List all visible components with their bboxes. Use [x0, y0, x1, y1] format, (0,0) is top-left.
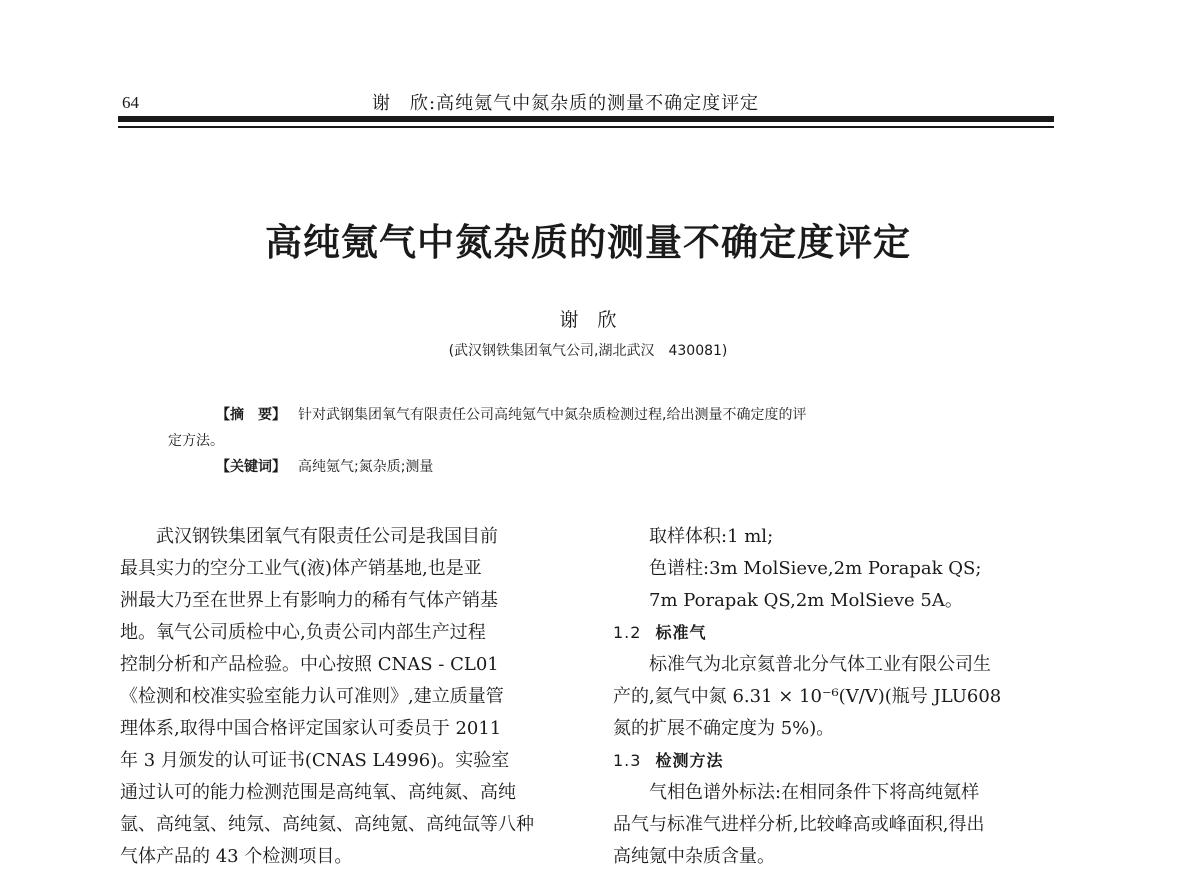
body-line: 年 3 月颁发的认可证书(CNAS L4996)。实验室 — [120, 750, 510, 771]
body-line: 标准气为北京氦普北分气体工业有限公司生 — [649, 654, 991, 675]
body-line: 气相色谱外标法:在相同条件下将高纯氪样 — [649, 782, 980, 803]
section-heading-1-3 — [613, 745, 1058, 777]
abstract-text-2: 定方法。 — [168, 433, 224, 449]
body-line: 理体系,取得中国合格评定国家认可委员于 2011 — [120, 718, 502, 739]
column-line-2: 7m Porapak QS,2m MolSieve 5A。 — [649, 590, 963, 611]
body-line: 洲最大乃至在世界上有影响力的稀有气体产销基 — [120, 590, 498, 611]
body-line: 通过认可的能力检测范围是高纯氧、高纯氮、高纯 — [120, 782, 516, 803]
section-heading-1-2 — [613, 617, 1058, 649]
running-title: 谢 欣:高纯氪气中氮杂质的测量不确定度评定 — [372, 93, 760, 114]
header-rule-thick — [118, 116, 1054, 122]
section-title: 标准气 — [655, 623, 707, 642]
article-title: 高纯氪气中氮杂质的测量不确定度评定 — [265, 220, 911, 264]
abstract-text-1: 针对武钢集团氧气有限责任公司高纯氪气中氮杂质检测过程,给出测量不确定度的评 — [298, 407, 807, 423]
abstract-block — [168, 402, 998, 480]
sample-volume-line: 取样体积:1 ml; — [649, 526, 774, 547]
section-title: 检测方法 — [655, 751, 724, 770]
abstract-line-1 — [168, 402, 998, 428]
body-line: 最具实力的空分工业气(液)体产销基地,也是亚 — [120, 558, 482, 579]
body-line: 品气与标准气进样分析,比较峰高或峰面积,得出 — [613, 814, 985, 835]
body-line: 氩、高纯氢、纯氖、高纯氦、高纯氪、高纯氙等八种 — [120, 814, 534, 835]
section-number: 1.2 — [613, 623, 642, 642]
body-line: 气体产品的 43 个检测项目。 — [120, 846, 353, 867]
body-line: 武汉钢铁集团氧气有限责任公司是我国目前 — [156, 526, 498, 547]
abstract-label: 【摘 要】 — [216, 407, 286, 423]
body-line: 控制分析和产品检验。中心按照 CNAS - CL01 — [120, 654, 499, 675]
body-line: 《检测和校准实验室能力认可准则》,建立质量管 — [120, 686, 504, 707]
keywords-text: 高纯氪气;氮杂质;测量 — [298, 459, 434, 475]
body-line: 产的,氦气中氮 6.31 × 10⁻⁶(V/V)(瓶号 JLU608 — [613, 686, 1002, 707]
body-line: 高纯氪中杂质含量。 — [613, 846, 775, 867]
body-line: 地。氧气公司质检中心,负责公司内部生产过程 — [120, 622, 486, 643]
column-line-1: 色谱柱:3m MolSieve,2m Porapak QS; — [649, 558, 982, 579]
author-affiliation: (武汉钢铁集团氧气公司,湖北武汉 430081) — [448, 343, 728, 359]
body-line: 氮的扩展不确定度为 5%)。 — [613, 718, 835, 739]
author-name: 谢 欣 — [559, 309, 617, 331]
keywords-line — [168, 454, 998, 480]
section-number: 1.3 — [613, 751, 642, 770]
left-column — [120, 521, 575, 873]
page-number: 64 — [122, 93, 139, 112]
header-rule-thin — [118, 126, 1054, 128]
keywords-label: 【关键词】 — [216, 459, 286, 475]
right-column — [613, 521, 1058, 873]
